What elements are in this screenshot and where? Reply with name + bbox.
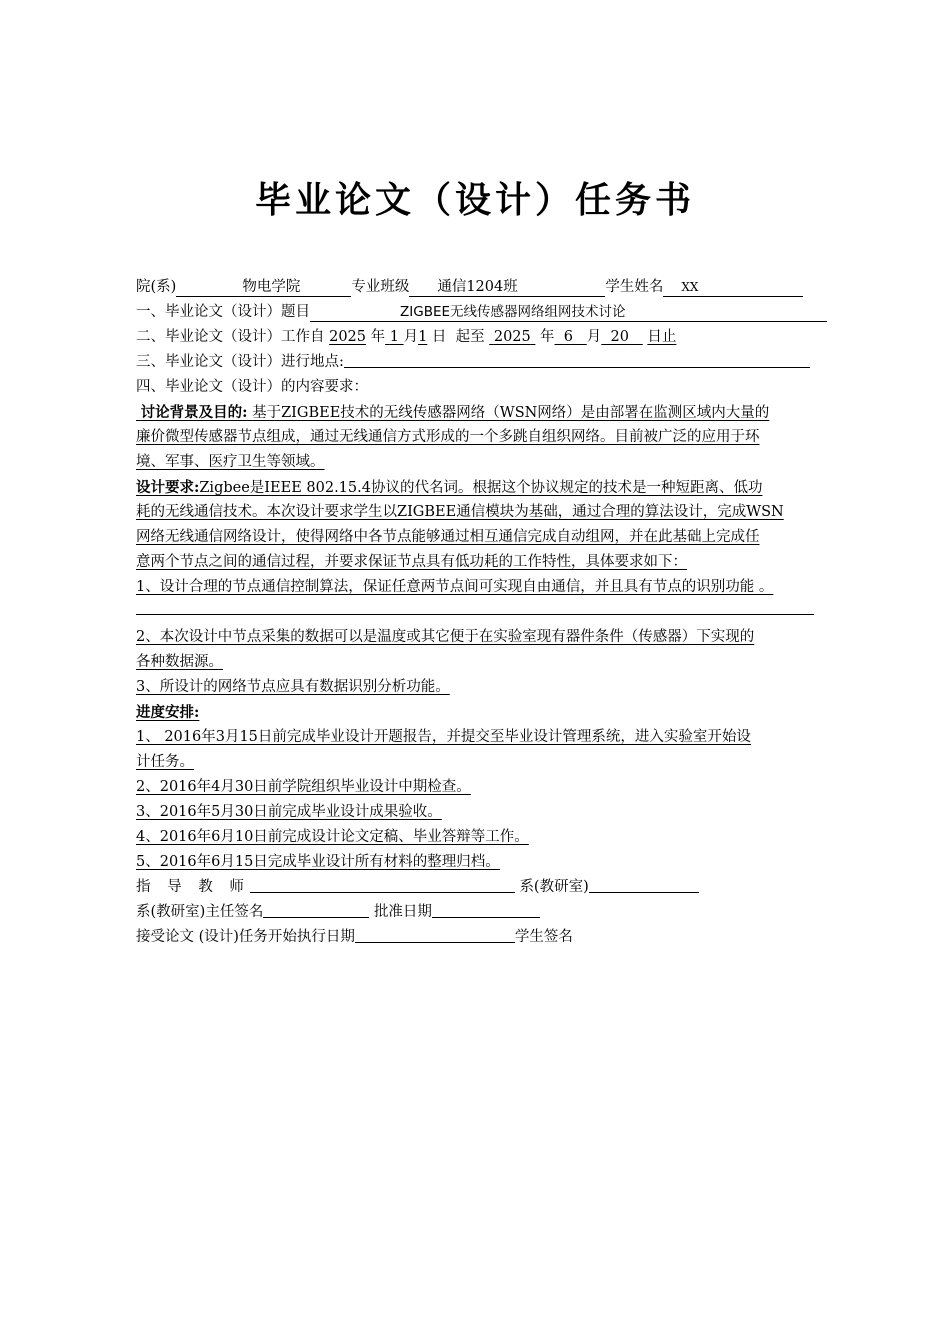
page-title: 毕业论文（设计）任务书 — [254, 180, 695, 221]
start-month[interactable]: 1 — [389, 329, 399, 345]
end-day[interactable]: 20 — [610, 329, 629, 345]
dept-office-label: 系(教研室) — [519, 879, 589, 895]
accept-label: 接受论文 (设计)任务开始执行日期 — [136, 929, 355, 945]
requirement-1: 1、设计合理的节点通信控制算法，保证任意两节点间可实现自由通信，并且具有节点的识别功能 。 — [136, 579, 774, 595]
accept-date-field[interactable] — [355, 925, 515, 943]
blank-rule — [136, 614, 814, 615]
period-line: 二、毕业论文（设计）工作自 2025 年 1 月1 日 起至 2025 年 6 月 20 日止 — [136, 329, 677, 345]
class-label: 专业班级 — [351, 279, 410, 295]
topic-label: 一、毕业论文（设计）题目 — [136, 304, 310, 320]
end-year[interactable]: 2025 — [493, 329, 531, 345]
director-label: 系(教研室)主任签名 — [136, 904, 264, 920]
requirement-3: 3、所设计的网络节点应具有数据识别分析功能。 — [136, 679, 450, 695]
content-label: 四、毕业论文（设计）的内容要求： — [136, 379, 368, 395]
design-line-3: 网络无线通信网络设计，使得网络中各节点能够通过相互通信完成自动组网，并在此基础上完成任 — [136, 529, 760, 545]
director-sign-field[interactable] — [263, 900, 369, 918]
design-heading: 设计要求: — [136, 479, 200, 496]
dept-value: 物电学院 — [242, 279, 301, 295]
student-name-value: XX — [681, 280, 699, 294]
dept-label: 院(系) — [136, 279, 177, 295]
topic-field[interactable] — [310, 303, 827, 322]
advisor-line — [136, 875, 699, 900]
student-name-field[interactable] — [663, 278, 803, 297]
director-line — [136, 900, 540, 925]
design-line-2: 耗的无线通信技术。本次设计要求学生以ZIGBEE通信模块为基础，通过合理的算法设计，完成WSN — [136, 504, 784, 520]
to-label: 起至 — [455, 329, 485, 345]
schedule-item-1a: 1、 2016年3月15日前完成毕业设计开题报告，并提交至毕业设计管理系统，进入实验室开始设 — [136, 729, 751, 745]
period-label: 二、毕业论文（设计）工作自 — [136, 329, 325, 345]
place-line — [136, 350, 810, 375]
schedule-heading: 进度安排: — [136, 704, 200, 721]
start-day[interactable]: 1 — [418, 329, 428, 345]
advisor-label: 指 导 教 师 — [136, 879, 250, 895]
approve-label: 批准日期 — [373, 904, 432, 920]
requirement-2a: 2、本次设计中节点采集的数据可以是温度或其它便于在实验室现有器件条件（传感器）下实现的 — [136, 629, 755, 645]
student-sign-label: 学生签名 — [514, 929, 573, 945]
schedule-item-2: 2、2016年4月30日前学院组织毕业设计中期检查。 — [136, 779, 471, 795]
approve-date-field[interactable] — [432, 900, 540, 918]
advisor-field[interactable] — [250, 875, 515, 893]
accept-line — [136, 925, 573, 950]
class-field[interactable] — [409, 278, 605, 297]
student-name-label: 学生姓名 — [605, 279, 664, 295]
class-value: 通信1204班 — [437, 279, 518, 295]
student-info-line — [136, 275, 803, 300]
background-line-1: 讨论背景及目的: 基于ZIGBEE技术的无线传感器网络（WSN网络）是由部署在监测区域内大量的 — [140, 404, 770, 421]
start-year[interactable]: 2025 — [329, 329, 367, 345]
dept-field[interactable] — [176, 278, 351, 297]
place-field[interactable] — [344, 350, 810, 368]
end-month[interactable]: 6 — [563, 329, 573, 345]
place-label: 三、毕业论文（设计）进行地点: — [136, 354, 344, 370]
schedule-item-4: 4、2016年6月10日前完成设计论文定稿、毕业答辩等工作。 — [136, 829, 529, 845]
design-line-1: 设计要求:Zigbee是IEEE 802.15.4协议的代名词。根据这个协议规定的技术是一种短距离、低功 — [136, 479, 763, 496]
background-line-3: 境、军事、医疗卫生等领域。 — [136, 454, 325, 470]
design-line-4: 意两个节点之间的通信过程，并要求保证节点具有低功耗的工作特性，具体要求如下： — [136, 554, 687, 570]
topic-line — [136, 300, 827, 325]
topic-value: ZIGBEE无线传感器网络组网技术讨论 — [400, 304, 626, 320]
requirement-2b: 各种数据源。 — [136, 654, 223, 670]
schedule-item-3: 3、2016年5月30日前完成毕业设计成果验收。 — [136, 804, 442, 820]
schedule-item-1b: 计任务。 — [136, 754, 194, 770]
end-label: 日止 — [647, 329, 677, 345]
dept-office-field[interactable] — [589, 875, 699, 893]
schedule-item-5: 5、2016年6月15日完成毕业设计所有材料的整理归档。 — [136, 854, 500, 870]
background-heading: 讨论背景及目的: — [140, 404, 248, 421]
background-line-2: 廉价微型传感器节点组成，通过无线通信方式形成的一个多跳自组织网络。目前被广泛的应用于环 — [136, 429, 760, 445]
